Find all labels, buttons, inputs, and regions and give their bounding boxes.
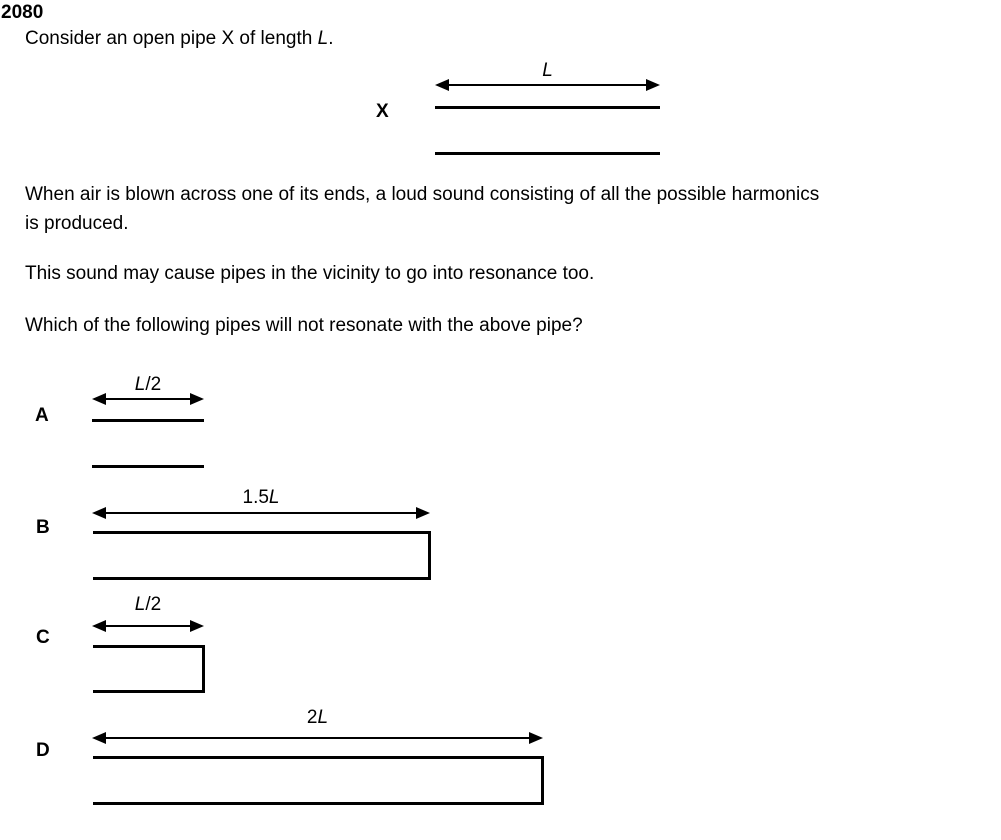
- option-d-dimension-arrow: [92, 732, 543, 744]
- option-c-length-label: [92, 594, 204, 616]
- intro-text: Consider an open pipe X of length: [25, 28, 318, 49]
- question-number: 2080: [1, 2, 44, 23]
- intro-punctuation: .: [328, 28, 334, 49]
- paragraph-1-line-1: When air is blown across one of its ends, a loud sound consisting of all the possible harmonics: [25, 184, 820, 205]
- length-symbol: L: [134, 594, 146, 615]
- option-b-closed-pipe: [93, 531, 431, 580]
- arrow-shaft: [95, 737, 540, 739]
- arrow-shaft: [95, 625, 201, 627]
- length-symbol: L: [317, 28, 329, 49]
- question-intro: [25, 28, 333, 50]
- option-c-closed-pipe: [93, 645, 205, 693]
- arrow-shaft: [95, 512, 427, 514]
- option-d-length-label: [92, 707, 543, 729]
- arrow-shaft: [95, 398, 201, 400]
- arrow-right-head-icon: [646, 79, 660, 91]
- option-a-label: A: [35, 405, 49, 426]
- length-suffix: /2: [145, 374, 162, 395]
- arrow-shaft: [438, 84, 657, 86]
- length-suffix: /2: [145, 594, 162, 615]
- option-b-label: B: [36, 517, 50, 538]
- option-b-dimension-arrow: [92, 507, 430, 519]
- length-symbol: L: [542, 60, 553, 81]
- paragraph-2: This sound may cause pipes in the vicinity to go into resonance too.: [25, 263, 595, 284]
- length-symbol: L: [268, 487, 280, 508]
- option-d-closed-pipe: [93, 756, 544, 805]
- arrow-right-head-icon: [190, 393, 204, 405]
- arrow-right-head-icon: [529, 732, 543, 744]
- pipe-x-dimension-arrow: [435, 79, 660, 91]
- paragraph-1-line-2: is produced.: [25, 213, 129, 234]
- question-prompt: Which of the following pipes will not resonate with the above pipe?: [25, 315, 583, 336]
- pipe-x-open-pipe: [435, 106, 660, 155]
- arrow-right-head-icon: [190, 620, 204, 632]
- option-a-dimension-arrow: [92, 393, 204, 405]
- option-d-label: D: [36, 740, 50, 761]
- pipe-x-label: X: [376, 101, 389, 122]
- length-symbol: L: [317, 707, 329, 728]
- option-b-length-label: [92, 487, 430, 509]
- length-prefix: 2: [306, 707, 318, 728]
- length-prefix: 1.5: [242, 487, 269, 508]
- option-c-dimension-arrow: [92, 620, 204, 632]
- arrow-right-head-icon: [416, 507, 430, 519]
- length-symbol: L: [134, 374, 146, 395]
- option-c-label: C: [36, 627, 50, 648]
- option-a-open-pipe: [92, 419, 204, 468]
